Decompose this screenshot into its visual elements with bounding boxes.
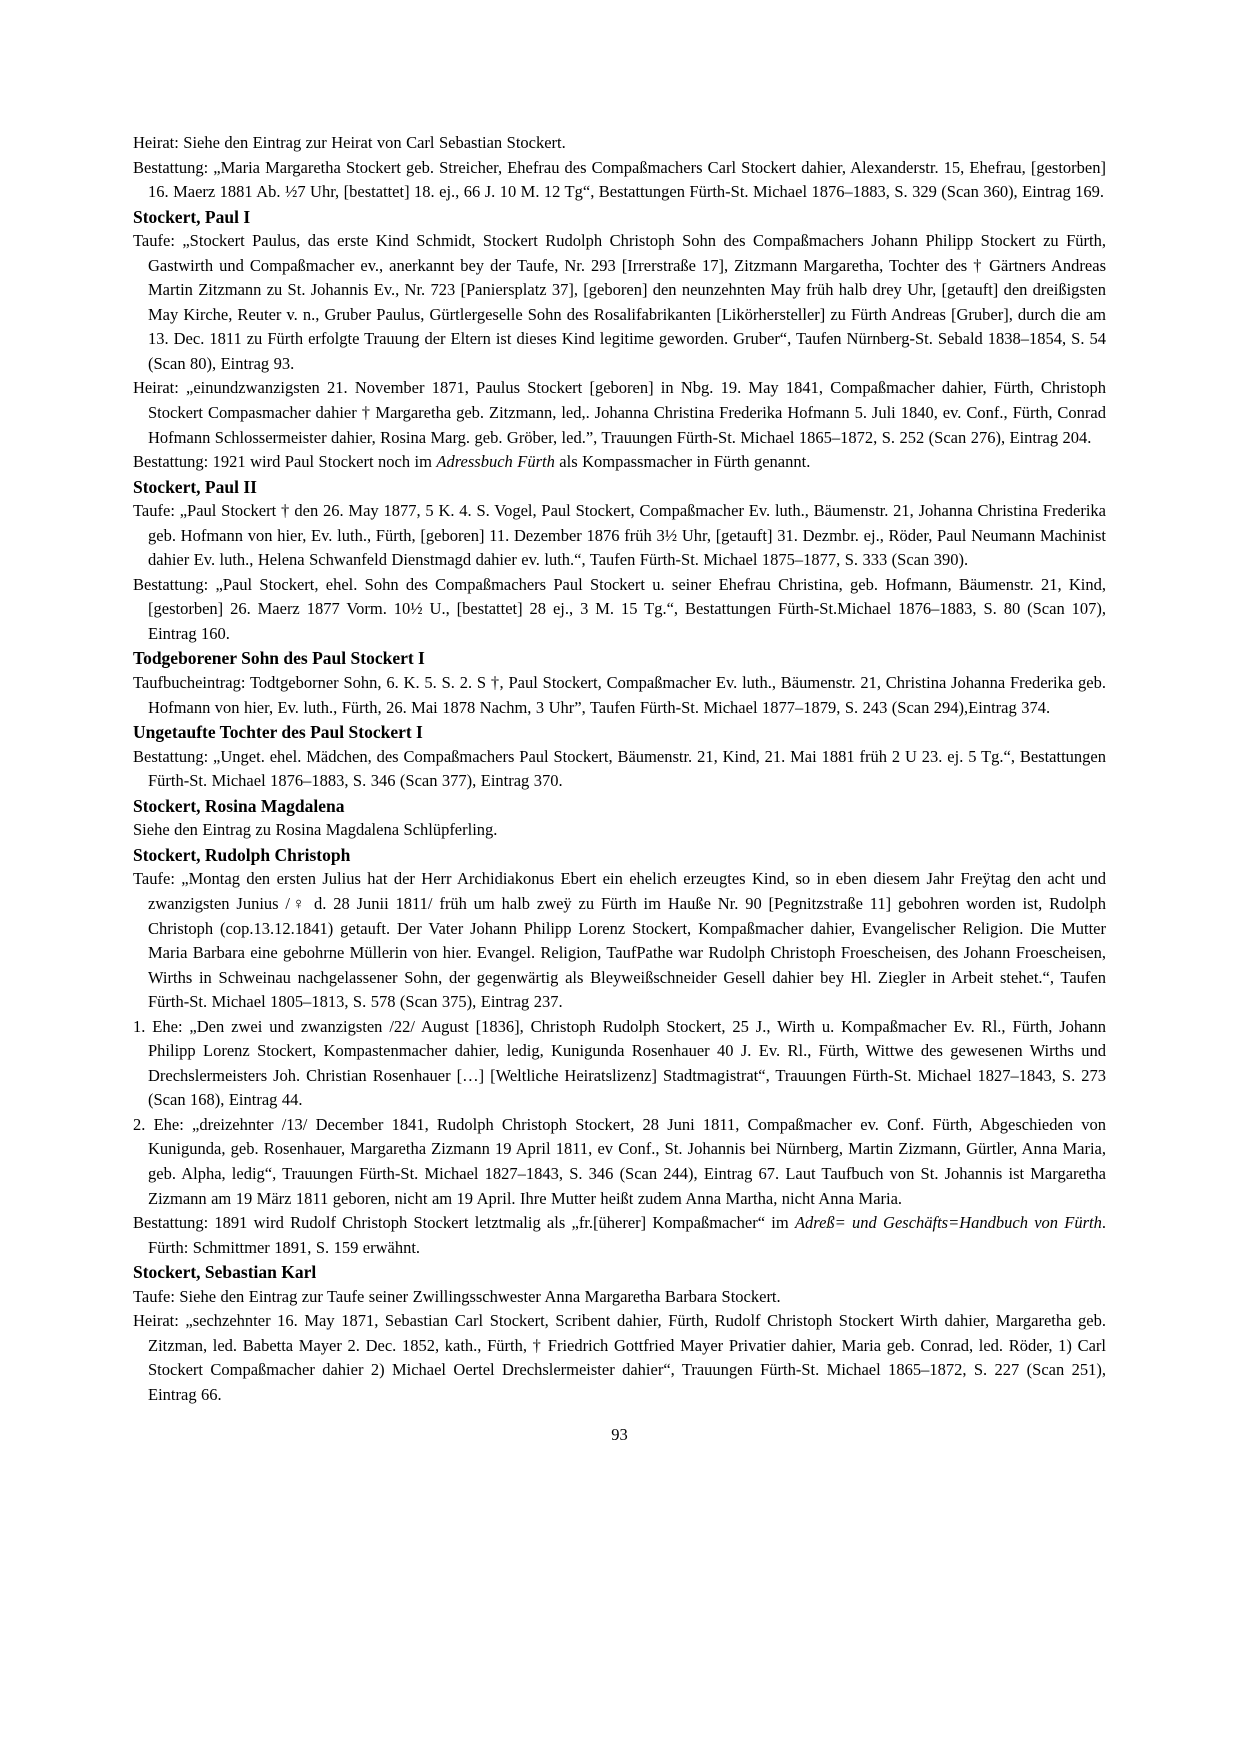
text-segment: . Fürth: Schmittmer 1891, S. 159 erwähnt. [148,1213,1106,1257]
paragraph [133,573,1106,647]
paragraph [133,671,1106,720]
text-segment: Stockert, Paul II [133,476,257,497]
paragraph [133,376,1106,450]
text-segment: 1. Ehe: „Den zwei und zwanzigsten /22/ August [1836], Christoph Rudolph Stockert, 25 J., Wirth u. Kompaßmacher Ev. Rl., Fürth, Johann Philipp Lorenz Stockert, Kompastenmacher dahier, ledig, Kunigunda Rosenhauer 40 J. Ev. Rl., Fürth, Wittwe des gewesenen Wirths und Drechslermeisters Joh. Christian Rosenhauer […] [Weltliche Heiratslizenz] Stadtmagistrat“, Trauungen Fürth-St. Michael 1827–1843, S. 273 (Scan 168), Eintrag 44. [133,1016,1106,1110]
italic-text-segment: Adressbuch Fürth [436,452,555,472]
text-segment: Heirat: „einundzwanzigsten 21. November 1871, Paulus Stockert [geboren] in Nbg. 19. May 1841, Compaßmacher dahier, Fürth, Christoph Stockert Compasmacher dahier † Margaretha geb. Zitzmann, led,. Johanna Christina Frederika Hofmann 5. Juli 1840, ev. Conf., Fürth, Conrad Hofmann Schlossermeister dahier, Rosina Marg. geb. Gröber, led.”, Trauungen Fürth-St. Michael 1865–1872, S. 252 (Scan 276), Eintrag 204. [133,378,1106,447]
text-segment: Todgeborener Sohn des Paul Stockert I [133,648,425,669]
page-content [133,131,1106,1407]
text-segment: Taufbucheintrag: Todtgeborner Sohn, 6. K. 5. S. 2. S †, Paul Stockert, Compaßmacher Ev. luth., Bäumenstr. 21, Christina Johanna Frederika geb. Hofmann von hier, Ev. luth., Fürth, 26. Mai 1878 Nachm, 3 Uhr”, Taufen Fürth-St. Michael 1877–1879, S. 243 (Scan 294),Eintrag 374. [133,673,1106,717]
paragraph [133,818,1106,843]
text-segment: Heirat: Siehe den Eintrag zur Heirat von Carl Sebastian Stockert. [133,133,566,152]
paragraph [133,1285,1106,1310]
section-heading [133,843,1106,868]
text-segment: Taufe: „Stockert Paulus, das erste Kind Schmidt, Stockert Rudolph Christoph Sohn des Compaßmachers Johann Philipp Stockert zu Fürth, Gastwirth und Compaßmacher ev., anerkannt bey der Taufe, Nr. 293 [Irrerstraße 17], Zitzmann Margaretha, Tochter des † Gärtners Andreas Martin Zitzmann zu St. Johannis Ev., Nr. 723 [Paniersplatz 37], [geboren] den neunzehnten May früh halb drey Uhr, [getauft] den dreißigsten May Kirche, Reuter v. n., Gruber Paulus, Gürtlergeselle Sohn des Rosalifabrikanten [Likörhersteller] zu Fürth Andreas [Gruber], durch die am 13. Dec. 1811 zu Fürth erfolgte Trauung der Eltern ist dieses Kind legitime geworden. Gruber“, Taufen Nürnberg-St. Sebald 1838–1854, S. 54 (Scan 80), Eintrag 93. [133,231,1106,373]
text-segment: Bestattung: 1891 wird Rudolf Christoph Stockert letztmalig als „fr.[üherer] Kompaßmacher“ im [133,1213,795,1233]
text-segment: Bestattung: 1921 wird Paul Stockert noch im [133,452,437,472]
paragraph [133,450,1106,475]
section-heading [133,475,1106,500]
text-segment: Bestattung: „Paul Stockert, ehel. Sohn des Compaßmachers Paul Stockert u. seiner Ehefrau Christina, geb. Hofmann, Bäumenstr. 21, Kind, [gestorben] 26. Maerz 1877 Vorm. 10½ U., [bestattet] 28 ej., 3 M. 15 Tg.“, Bestattungen Fürth-St.Michael 1876–1883, S. 80 (Scan 107), Eintrag 160. [133,574,1106,643]
paragraph [133,229,1106,376]
section-heading [133,794,1106,819]
paragraph [133,745,1106,794]
section-heading [133,720,1106,745]
paragraph [133,131,1106,156]
text-segment: Bestattung: „Maria Margaretha Stockert geb. Streicher, Ehefrau des Compaßmachers Carl Stockert dahier, Alexanderstr. 15, Ehefrau, [gestorben] 16. Maerz 1881 Ab. ½7 Uhr, [bestattet] 18. ej., 66 J. 10 M. 12 Tg“, Bestattungen Fürth-St. Michael 1876–1883, S. 329 (Scan 360), Eintrag 169. [133,157,1106,202]
text-segment: Siehe den Eintrag zu Rosina Magdalena Schlüpferling. [133,820,498,840]
text-segment: 2. Ehe: „dreizehnter /13/ December 1841, Rudolph Christoph Stockert, 28 Juni 1811, Compaßmacher ev. Conf. Fürth, Abgeschieden von Kunigunda, geb. Rosenhauer, Margaretha Zizmann 19 April 1811, ev Conf., St. Johannis bei Nürnberg, Martin Zizmann, Gürtler, Anna Maria, geb. Alpha, ledig“, Trauungen Fürth-St. Michael 1827–1843, S. 346 (Scan 244), Eintrag 67. Laut Taufbuch von St. Johannis ist Margaretha Zizmann am 19 März 1811 geboren, nicht am 19 April. Ihre Mutter heißt zudem Anna Martha, nicht Anna Maria. [133,1114,1106,1208]
section-heading [133,205,1106,230]
text-segment: Stockert, Rudolph Christoph [133,844,351,865]
text-segment: Bestattung: „Unget. ehel. Mädchen, des Compaßmachers Paul Stockert, Bäumenstr. 21, Kind, 21. Mai 1881 früh 2 U 23. ej. 5 Tg.“, Bestattungen Fürth-St. Michael 1876–1883, S. 346 (Scan 377), Eintrag 370. [133,746,1106,791]
text-segment: als Kompassmacher in Fürth genannt. [554,452,811,472]
page-number: 93 [611,1425,628,1445]
paragraph [133,867,1106,1014]
italic-text-segment: Adreß= und Geschäfts=Handbuch von Fürth [794,1213,1102,1233]
paragraph [133,1309,1106,1407]
section-heading [133,1260,1106,1285]
paragraph [133,1015,1106,1113]
text-segment: Taufe: „Paul Stockert † den 26. May 1877, 5 K. 4. S. Vogel, Paul Stockert, Compaßmacher Ev. luth., Bäumenstr. 21, Johanna Christina Frederika geb. Hofmann von hier, Ev. luth., Fürth, [geboren] 11. Dezember 1876 früh 3½ Uhr, [getauft] 31. Dezmbr. ej., Röder, Paul Neumann Machinist dahier Ev. luth., Helena Schwanfeld Dienstmagd dahier ev. luth.“, Taufen Fürth-St. Michael 1875–1877, S. 333 (Scan 390). [133,501,1106,570]
text-segment: Stockert, Rosina Magdalena [133,795,345,816]
text-segment: Taufe: Siehe den Eintrag zur Taufe seiner Zwillingsschwester Anna Margaretha Barbara Stockert. [133,1286,781,1306]
paragraph [133,1113,1106,1211]
paragraph [133,499,1106,573]
section-heading [133,646,1106,671]
text-segment: Taufe: „Montag den ersten Julius hat der Herr Archidiakonus Ebert ein ehelich erzeugtes Kind, so in eben diesem Jahr Freÿtag den acht und zwanzigsten Junius /♀ d. 28 Junii 1811/ früh um halb zweÿ zu Fürth im Hauße Nr. 90 [Pegnitzstraße 11] gebohren worden ist, Rudolph Christoph (cop.13.12.1841) getauft. Der Vater Johann Philipp Lorenz Stockert, Kompaßmacher dahier, Evangelischer Religion. Die Mutter Maria Barbara eine gebohrne Müllerin von hier. Evangel. Religion, TaufPathe war Rudolph Christoph Froescheisen, des Johann Froescheisen, Wirths in Schweinau nachgelassener Sohn, der gegenwärtig als Bleyweißschneider Gesell dahier bey Hl. Ziegler in Arbeit stehet.“, Taufen Fürth-St. Michael 1805–1813, S. 578 (Scan 375), Eintrag 237. [133,869,1106,1012]
text-segment: Ungetaufte Tochter des Paul Stockert I [133,722,423,743]
text-segment: Stockert, Paul I [133,206,251,227]
paragraph [133,1211,1106,1260]
paragraph [133,156,1106,205]
text-segment: Stockert, Sebastian Karl [133,1262,317,1283]
text-segment: Heirat: „sechzehnter 16. May 1871, Sebastian Carl Stockert, Scribent dahier, Fürth, Rudolf Christoph Stockert Wirth dahier, Margaretha geb. Zitzman, led. Babetta Mayer 2. Dec. 1852, kath., Fürth, † Friedrich Gottfried Mayer Privatier dahier, Maria geb. Conrad, led. Röder, 1) Carl Stockert Compaßmacher dahier 2) Michael Oertel Drechslermeister dahier“, Trauungen Fürth-St. Michael 1865–1872, S. 227 (Scan 251), Eintrag 66. [133,1311,1106,1404]
